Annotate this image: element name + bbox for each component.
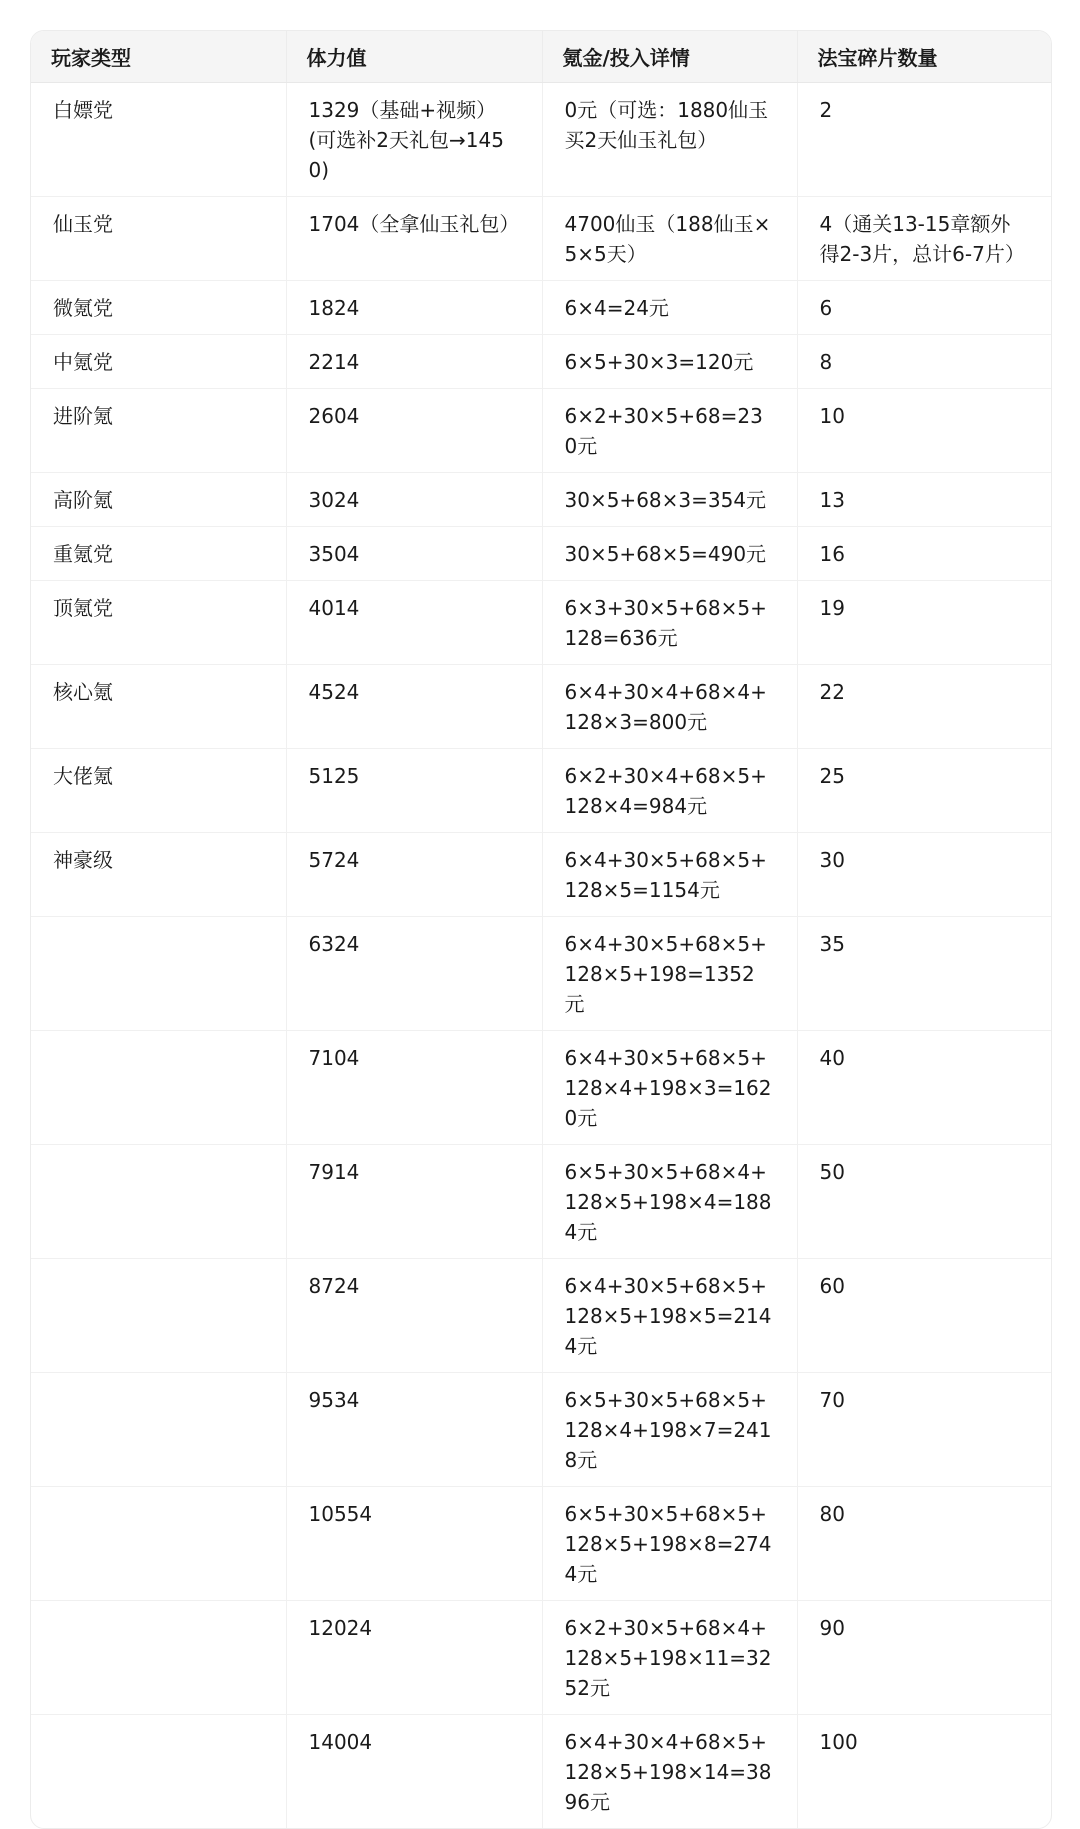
cell-stamina: 12024 (286, 1600, 542, 1714)
cell-fragment-count: 16 (797, 526, 1051, 580)
cell-fragment-count: 22 (797, 664, 1051, 748)
table-row (31, 580, 1051, 664)
cell-spending-details: 6×4+30×5+68×5+128×5+198×5=2144元 (542, 1258, 797, 1372)
cell-stamina: 9534 (286, 1372, 542, 1486)
cell-fragment-count: 4（通关13-15章额外得2-3片，总计6-7片） (797, 196, 1051, 280)
cell-fragment-count: 25 (797, 748, 1051, 832)
cell-spending-details: 6×4+30×5+68×5+128×5=1154元 (542, 832, 797, 916)
table-row (31, 526, 1051, 580)
header-stamina: 体力值 (286, 31, 542, 82)
cell-player-type: 中氪党 (31, 334, 286, 388)
table-row (31, 1714, 1051, 1828)
cell-player-type (31, 1600, 286, 1714)
header-fragment-count: 法宝碎片数量 (797, 31, 1051, 82)
table-row (31, 82, 1051, 196)
cell-stamina: 10554 (286, 1486, 542, 1600)
cell-spending-details: 4700仙玉（188仙玉×5×5天） (542, 196, 797, 280)
cell-spending-details: 6×2+30×4+68×5+128×4=984元 (542, 748, 797, 832)
cell-player-type (31, 1372, 286, 1486)
cell-fragment-count: 90 (797, 1600, 1051, 1714)
cell-fragment-count: 70 (797, 1372, 1051, 1486)
cell-stamina: 4524 (286, 664, 542, 748)
cell-stamina: 3024 (286, 472, 542, 526)
cell-stamina: 7914 (286, 1144, 542, 1258)
cell-fragment-count: 10 (797, 388, 1051, 472)
cell-player-type: 白嫖党 (31, 82, 286, 196)
cell-player-type: 仙玉党 (31, 196, 286, 280)
cell-player-type: 顶氪党 (31, 580, 286, 664)
cell-player-type (31, 1486, 286, 1600)
cell-stamina: 4014 (286, 580, 542, 664)
cell-fragment-count: 80 (797, 1486, 1051, 1600)
cell-player-type: 高阶氪 (31, 472, 286, 526)
cell-player-type: 大佬氪 (31, 748, 286, 832)
table-row (31, 916, 1051, 1030)
table-row (31, 1486, 1051, 1600)
data-table-container (30, 30, 1052, 1829)
cell-player-type: 进阶氪 (31, 388, 286, 472)
cell-player-type: 重氪党 (31, 526, 286, 580)
table-row (31, 1258, 1051, 1372)
cell-stamina: 7104 (286, 1030, 542, 1144)
cell-stamina: 1824 (286, 280, 542, 334)
table-row (31, 472, 1051, 526)
cell-spending-details: 6×3+30×5+68×5+128=636元 (542, 580, 797, 664)
cell-spending-details: 6×4+30×5+68×5+128×4+198×3=1620元 (542, 1030, 797, 1144)
cell-spending-details: 30×5+68×5=490元 (542, 526, 797, 580)
cell-stamina: 8724 (286, 1258, 542, 1372)
cell-fragment-count: 13 (797, 472, 1051, 526)
table-row (31, 1144, 1051, 1258)
cell-spending-details: 30×5+68×3=354元 (542, 472, 797, 526)
table-row (31, 196, 1051, 280)
cell-player-type (31, 1258, 286, 1372)
cell-stamina: 5724 (286, 832, 542, 916)
cell-spending-details: 6×4+30×5+68×5+128×5+198=1352元 (542, 916, 797, 1030)
cell-fragment-count: 35 (797, 916, 1051, 1030)
player-type-table (31, 31, 1051, 1828)
cell-fragment-count: 40 (797, 1030, 1051, 1144)
cell-fragment-count: 30 (797, 832, 1051, 916)
cell-stamina: 6324 (286, 916, 542, 1030)
cell-spending-details: 6×5+30×5+68×5+128×5+198×8=2744元 (542, 1486, 797, 1600)
cell-fragment-count: 19 (797, 580, 1051, 664)
cell-stamina: 2604 (286, 388, 542, 472)
cell-stamina: 3504 (286, 526, 542, 580)
cell-player-type: 核心氪 (31, 664, 286, 748)
table-row (31, 280, 1051, 334)
table-row (31, 1372, 1051, 1486)
cell-fragment-count: 60 (797, 1258, 1051, 1372)
table-row (31, 1600, 1051, 1714)
table-row (31, 748, 1051, 832)
cell-spending-details: 6×4+30×4+68×5+128×5+198×14=3896元 (542, 1714, 797, 1828)
table-row (31, 664, 1051, 748)
header-player-type: 玩家类型 (31, 31, 286, 82)
cell-fragment-count: 100 (819, 1729, 858, 1754)
cell-spending-details: 6×5+30×5+68×4+128×5+198×4=1884元 (542, 1144, 797, 1258)
cell-stamina: 1704（全拿仙玉礼包） (286, 196, 542, 280)
cell-player-type: 神豪级 (31, 832, 286, 916)
table-header-row (31, 31, 1051, 82)
cell-player-type (31, 1030, 286, 1144)
cell-fragment-count: 2 (797, 82, 1051, 196)
cell-stamina: 14004 (286, 1714, 542, 1828)
cell-stamina: 5125 (286, 748, 542, 832)
cell-spending-details: 0元（可选：1880仙玉买2天仙玉礼包） (542, 82, 797, 196)
cell-spending-details: 6×5+30×3=120元 (542, 334, 797, 388)
cell-player-type (31, 1714, 286, 1828)
cell-fragment-count: 6 (797, 280, 1051, 334)
cell-spending-details: 6×5+30×5+68×5+128×4+198×7=2418元 (542, 1372, 797, 1486)
header-spending-details: 氪金/投入详情 (542, 31, 797, 82)
cell-spending-details: 6×2+30×5+68=230元 (542, 388, 797, 472)
cell-player-type (31, 916, 286, 1030)
cell-spending-details: 6×2+30×5+68×4+128×5+198×11=3252元 (542, 1600, 797, 1714)
cell-stamina: 2214 (286, 334, 542, 388)
table-row (31, 1030, 1051, 1144)
cell-player-type: 微氪党 (31, 280, 286, 334)
cell-fragment-count: 50 (797, 1144, 1051, 1258)
cell-stamina: 1329（基础+视频）(可选补2天礼包→1450) (286, 82, 542, 196)
table-row (31, 388, 1051, 472)
table-row (31, 334, 1051, 388)
cell-spending-details: 6×4+30×4+68×4+128×3=800元 (542, 664, 797, 748)
cell-player-type (31, 1144, 286, 1258)
cell-spending-details: 6×4=24元 (542, 280, 797, 334)
table-row (31, 832, 1051, 916)
cell-fragment-count: 8 (797, 334, 1051, 388)
